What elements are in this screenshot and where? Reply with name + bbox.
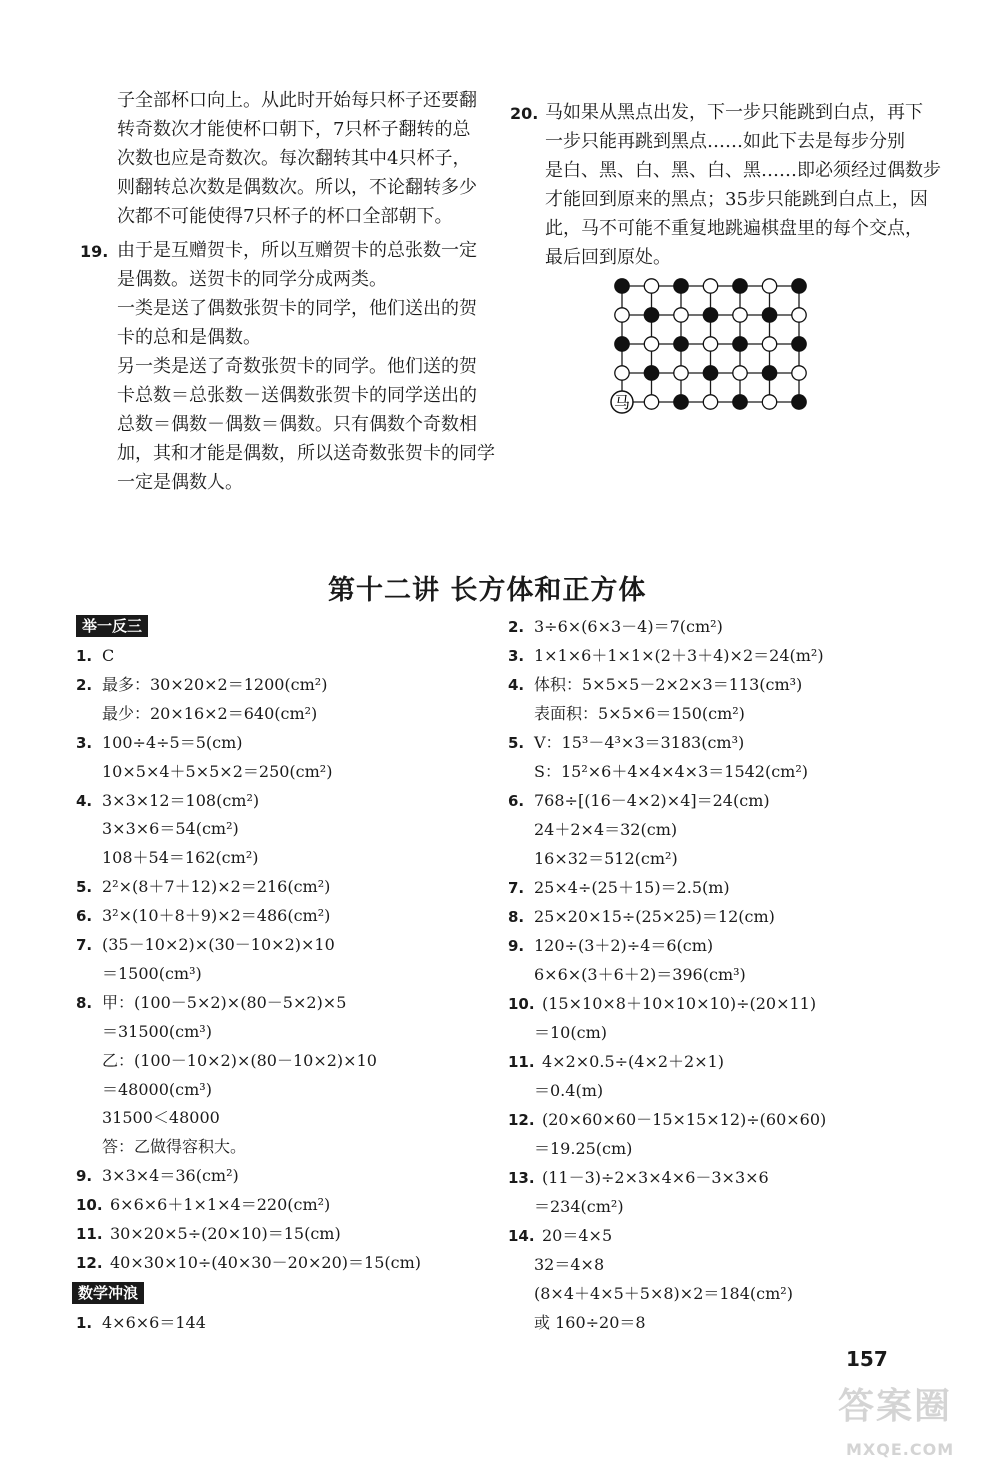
answer-text: 甲：(100－5×2)×(80－5×2)×5 [102, 992, 347, 1012]
answer-row [508, 732, 744, 754]
q19-line: 加，其和才能是偶数，所以送奇数张贺卡的同学 [117, 443, 495, 464]
answer-text: 100÷4÷5＝5(cm) [102, 732, 243, 752]
answer-row [534, 848, 678, 870]
answer-number: 6. [508, 792, 525, 810]
watermark-top: 答案圈 [838, 1386, 953, 1427]
answer-row [508, 790, 770, 812]
answer-row [76, 732, 243, 754]
answer-row [534, 964, 746, 986]
answer-text: 4×2×0.5÷(4×2＋2×1) [542, 1052, 725, 1071]
white-point [703, 279, 717, 293]
answer-row [508, 935, 713, 957]
answer-row [102, 1021, 212, 1043]
answer-number: 12. [76, 1253, 103, 1272]
answer-row [508, 906, 775, 928]
q18-line: 次都不可能使得7只杯子的杯口全部朝下。 [117, 206, 453, 227]
answer-number: 1. [76, 647, 93, 665]
q18-line: 次数也应是奇数次。每次翻转其中4只杯子， [117, 148, 471, 169]
page-number: 157 [846, 1347, 888, 1371]
answer-row [76, 674, 327, 696]
answer-row [102, 963, 202, 985]
answer-number: 13. [508, 1169, 535, 1187]
answer-text: 3×3×6＝54(cm²) [102, 819, 239, 839]
answer-number: 14. [508, 1227, 535, 1245]
answer-row [534, 703, 745, 725]
answer-text: 16×32＝512(cm²) [534, 849, 678, 868]
q19-line: 另一类是送了奇数张贺卡的同学。他们送的贺 [117, 356, 477, 377]
q20-line: 此，马不可能不重复地跳遍棋盘里的每个交点， [545, 218, 923, 239]
answer-number: 3. [76, 733, 93, 752]
white-point [615, 366, 629, 380]
black-point [792, 279, 806, 293]
white-point [674, 308, 688, 322]
black-point [674, 395, 688, 409]
page-title: 第十二讲 长方体和正方体 [328, 575, 647, 606]
answer-text: 25×4÷(25＋15)＝2.5(m) [534, 878, 730, 897]
answer-row [508, 1109, 826, 1131]
answer-text: 24＋2×4＝32(cm) [534, 820, 678, 839]
q19-line: 一定是偶数人。 [117, 472, 243, 493]
answer-text: 10×5×4＋5×5×2＝250(cm²) [102, 761, 333, 781]
answer-row [76, 1194, 330, 1216]
black-point [733, 337, 747, 351]
answer-row [534, 1080, 603, 1102]
watermark-url: MXQE.COM [846, 1440, 955, 1459]
black-point [703, 308, 717, 322]
answer-number: 6. [76, 907, 93, 926]
answer-text: ＝234(cm²) [534, 1197, 624, 1216]
answer-text: 最多：30×20×2＝1200(cm²) [102, 674, 328, 694]
answer-number: 5. [76, 878, 93, 897]
black-point [733, 279, 747, 293]
answer-row [76, 1165, 239, 1187]
answer-number: 1. [76, 1314, 93, 1332]
answer-text: 最少：20×16×2＝640(cm²) [102, 703, 318, 723]
answer-row [76, 1312, 206, 1334]
answer-text: 768÷[(16－4×2)×4]＝24(cm) [534, 791, 770, 810]
answer-row [508, 645, 824, 667]
answer-text: 表面积：5×5×6＝150(cm²) [534, 704, 745, 723]
answer-text: 30×20×5÷(20×10)＝15(cm) [110, 1224, 341, 1243]
answer-row [76, 876, 330, 898]
answer-row [534, 1283, 793, 1305]
answer-text: (8×4＋4×5＋5×8)×2＝184(cm²) [534, 1284, 793, 1303]
answer-text: 1×1×6＋1×1×(2＋3＋4)×2＝24(m²) [534, 646, 824, 665]
black-point [615, 337, 629, 351]
answer-row [534, 1254, 604, 1276]
answer-text: 3×3×4＝36(cm²) [102, 1166, 239, 1186]
black-point [644, 308, 658, 322]
q19-line: 是偶数。送贺卡的同学分成两类。 [117, 269, 387, 290]
q20-line: 一步只能再跳到黑点……如此下去是每步分别 [545, 131, 905, 152]
horse-label: 马 [613, 393, 631, 412]
answer-text: 6×6×6＋1×1×4＝220(cm²) [110, 1195, 331, 1215]
answer-text: 40×30×10÷(40×30－20×20)＝15(cm) [110, 1252, 422, 1272]
answer-number: 10. [76, 1196, 103, 1215]
white-point [644, 279, 658, 293]
answer-row [534, 1196, 624, 1218]
answer-text: 3×3×12＝108(cm²) [102, 790, 260, 810]
black-point [762, 308, 776, 322]
black-point [644, 366, 658, 380]
answer-text: ＝1500(cm³) [102, 963, 202, 983]
black-point [733, 395, 747, 409]
black-point [792, 395, 806, 409]
answer-number: 9. [76, 1167, 93, 1186]
answer-text: (20×60×60－15×15×12)÷(60×60) [542, 1110, 827, 1129]
white-point [733, 366, 747, 380]
answer-text: 120÷(3＋2)÷4＝6(cm) [534, 936, 714, 955]
q19-answer [117, 236, 495, 497]
answer-text: S：15²×6＋4×4×4×3＝1542(cm²) [534, 762, 809, 781]
answer-row [76, 790, 259, 812]
answer-row [102, 818, 239, 840]
answer-number: 8. [508, 908, 525, 926]
answer-number: 9. [508, 937, 525, 955]
answer-row [508, 993, 816, 1015]
white-point [762, 279, 776, 293]
answer-number: 4. [76, 791, 93, 810]
answer-row [508, 1225, 612, 1247]
q19-line: 一类是送了偶数张贺卡的同学，他们送出的贺 [117, 298, 477, 319]
answer-number: 2. [76, 675, 93, 694]
answer-text: 乙：(100－10×2)×(80－10×2)×10 [102, 1050, 377, 1070]
answer-row [508, 1051, 724, 1073]
q19-line: 卡的总和是偶数。 [117, 327, 261, 348]
answer-number: 7. [508, 879, 525, 897]
answer-text: ＝10(cm) [534, 1023, 607, 1042]
answer-row [102, 703, 317, 725]
q19-line: 总数＝偶数－偶数＝偶数。只有偶数个奇数相 [117, 414, 477, 435]
answer-number: 11. [508, 1053, 535, 1071]
q18-line: 转奇数次才能使杯口朝下，7只杯子翻转的总 [117, 119, 471, 140]
white-point [644, 337, 658, 351]
answer-text: 体积：5×5×5－2×2×3＝113(cm³) [534, 675, 803, 694]
answer-row [534, 1138, 632, 1160]
answer-row [508, 616, 723, 638]
q18-line: 则翻转总次数是偶数次。所以，不论翻转多少 [117, 177, 477, 198]
answer-text: 答：乙做得容积大。 [102, 1137, 247, 1157]
answer-row [76, 1252, 421, 1274]
black-point [674, 337, 688, 351]
black-point [762, 366, 776, 380]
answer-text: 31500＜48000 [102, 1108, 220, 1128]
answer-number: 8. [76, 993, 93, 1012]
answer-text: 或 160÷20＝8 [534, 1313, 646, 1332]
q20-answer [545, 98, 941, 272]
answer-text: C [102, 646, 115, 665]
white-point [615, 308, 629, 322]
answer-row [534, 1312, 646, 1334]
white-point [762, 395, 776, 409]
answer-row [76, 934, 335, 956]
answer-row [102, 1050, 377, 1072]
answer-row [534, 1022, 607, 1044]
answer-text: V：15³－4³×3＝3183(cm³) [534, 733, 745, 752]
answer-number: 4. [508, 676, 525, 694]
answer-text: ＝0.4(m) [534, 1081, 604, 1100]
answer-row [508, 1167, 769, 1189]
q20-line: 最后回到原处。 [545, 247, 671, 268]
answer-text: (15×10×8＋10×10×10)÷(20×11) [542, 994, 817, 1013]
answer-text: 6×6×(3＋6＋2)＝396(cm³) [534, 965, 746, 984]
white-point [703, 395, 717, 409]
q19-line: 卡总数＝总张数－送偶数张贺卡的同学送出的 [117, 385, 477, 406]
q20-line: 马如果从黑点出发，下一步只能跳到白点，再下 [545, 102, 923, 123]
q19-line: 由于是互赠贺卡，所以互赠贺卡的总张数一定 [117, 240, 477, 261]
answer-text: 3²×(10＋8＋9)×2＝486(cm²) [102, 906, 331, 926]
answer-row [102, 847, 258, 869]
answer-text: 20＝4×5 [542, 1226, 613, 1245]
answer-row [508, 877, 730, 899]
answer-row [534, 761, 808, 783]
answer-text: 108＋54＝162(cm²) [102, 848, 259, 868]
answer-text: ＝19.25(cm) [534, 1139, 633, 1158]
q20-line: 是白、黑、白、黑、白、黑……即必须经过偶数步 [545, 160, 941, 181]
white-point [762, 337, 776, 351]
answer-text: ＝31500(cm³) [102, 1021, 212, 1041]
answer-row [76, 905, 330, 927]
white-point [703, 337, 717, 351]
q20-number: 20. [510, 104, 539, 123]
answer-text: (11－3)÷2×3×4×6－3×3×6 [542, 1168, 769, 1187]
q18-continuation [117, 86, 477, 231]
answer-row [102, 1107, 220, 1129]
answer-row [102, 1136, 246, 1158]
white-point [674, 366, 688, 380]
q20-line: 才能回到原来的黑点；35步只能跳到白点上，因 [545, 189, 928, 210]
answer-number: 3. [508, 647, 525, 665]
answer-text: ＝48000(cm³) [102, 1079, 212, 1099]
answer-number: 7. [76, 936, 93, 954]
answer-text: 4×6×6＝144 [102, 1313, 206, 1332]
knight-board-figure [600, 272, 820, 420]
white-point [644, 395, 658, 409]
answer-number: 12. [508, 1111, 535, 1129]
answer-number: 5. [508, 734, 525, 752]
answer-text: 32＝4×8 [534, 1255, 605, 1274]
white-point [792, 308, 806, 322]
answer-row [76, 992, 346, 1014]
white-point [733, 308, 747, 322]
answer-text: 25×20×15÷(25×25)＝12(cm) [534, 907, 775, 926]
answer-row [102, 1079, 212, 1101]
black-point [615, 279, 629, 293]
answer-text: (35－10×2)×(30－10×2)×10 [102, 935, 335, 954]
answer-row [534, 819, 677, 841]
q19-number: 19. [80, 242, 109, 261]
q18-line: 子全部杯口向上。从此时开始每只杯子还要翻 [117, 90, 477, 111]
black-point [703, 366, 717, 380]
answer-text: 2²×(8＋7＋12)×2＝216(cm²) [102, 877, 331, 897]
section-tag-challenge: 数学冲浪 [72, 1282, 144, 1304]
answer-number: 10. [508, 995, 535, 1013]
answer-row [76, 1223, 341, 1245]
answer-row [102, 761, 332, 783]
section-tag-practice: 举一反三 [76, 615, 148, 637]
answer-row [508, 674, 802, 696]
answer-number: 2. [508, 618, 525, 636]
black-point [674, 279, 688, 293]
answer-number: 11. [76, 1225, 103, 1243]
answer-row [76, 645, 114, 667]
white-point [792, 366, 806, 380]
watermark-logo [838, 1378, 952, 1429]
answer-text: 3÷6×(6×3－4)＝7(cm²) [534, 617, 723, 636]
black-point [792, 337, 806, 351]
